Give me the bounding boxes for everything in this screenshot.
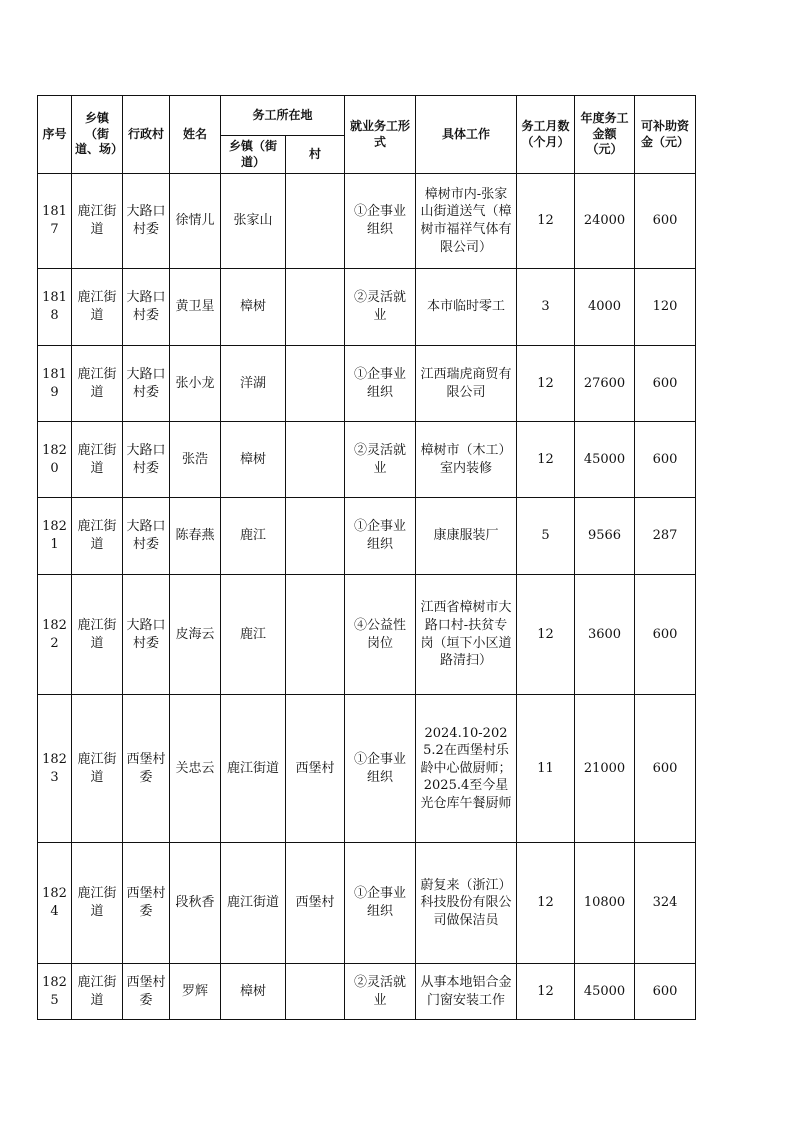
cell-name: 罗辉	[170, 964, 221, 1020]
cell-income: 45000	[575, 964, 635, 1020]
cell-seq: 1824	[38, 843, 72, 964]
cell-work-village: 西堡村	[286, 695, 345, 843]
cell-town: 鹿江街道	[72, 269, 123, 346]
cell-town: 鹿江街道	[72, 174, 123, 269]
cell-job: 从事本地铝合金门窗安装工作	[416, 964, 517, 1020]
cell-form: ④公益性岗位	[345, 575, 416, 695]
cell-work-village	[286, 269, 345, 346]
cell-work-town: 樟树	[221, 422, 286, 498]
header-town: 乡镇（街道、场）	[72, 96, 123, 174]
cell-village: 西堡村委	[123, 695, 170, 843]
table-row	[38, 695, 696, 843]
cell-form: ①企事业组织	[345, 346, 416, 422]
cell-work-town: 鹿江街道	[221, 843, 286, 964]
cell-form: ②灵活就业	[345, 422, 416, 498]
cell-job: 江西省樟树市大路口村-扶贫专岗（垣下小区道路清扫）	[416, 575, 517, 695]
cell-seq: 1825	[38, 964, 72, 1020]
cell-name: 张小龙	[170, 346, 221, 422]
cell-months: 12	[517, 575, 575, 695]
table-row	[38, 346, 696, 422]
cell-months: 12	[517, 843, 575, 964]
cell-work-village	[286, 575, 345, 695]
cell-village: 西堡村委	[123, 964, 170, 1020]
cell-job: 康康服装厂	[416, 498, 517, 575]
cell-income: 10800	[575, 843, 635, 964]
header-seq: 序号	[38, 96, 72, 174]
cell-seq: 1822	[38, 575, 72, 695]
cell-subsidy: 287	[635, 498, 696, 575]
cell-income: 24000	[575, 174, 635, 269]
cell-town: 鹿江街道	[72, 575, 123, 695]
cell-name: 关忠云	[170, 695, 221, 843]
cell-village: 大路口村委	[123, 575, 170, 695]
cell-work-town: 鹿江	[221, 575, 286, 695]
header-village-admin: 行政村	[123, 96, 170, 174]
cell-months: 5	[517, 498, 575, 575]
cell-town: 鹿江街道	[72, 695, 123, 843]
cell-seq: 1817	[38, 174, 72, 269]
header-work-village: 村	[286, 136, 345, 174]
cell-name: 陈春燕	[170, 498, 221, 575]
table-row	[38, 575, 696, 695]
cell-work-village	[286, 498, 345, 575]
cell-work-town: 樟树	[221, 964, 286, 1020]
cell-work-village	[286, 174, 345, 269]
cell-months: 3	[517, 269, 575, 346]
cell-seq: 1820	[38, 422, 72, 498]
table-row	[38, 174, 696, 269]
cell-work-village	[286, 346, 345, 422]
header-name: 姓名	[170, 96, 221, 174]
cell-subsidy: 600	[635, 422, 696, 498]
cell-work-town: 洋湖	[221, 346, 286, 422]
cell-income: 27600	[575, 346, 635, 422]
cell-income: 21000	[575, 695, 635, 843]
cell-village: 大路口村委	[123, 422, 170, 498]
header-job: 具体工作	[416, 96, 517, 174]
cell-work-town: 鹿江街道	[221, 695, 286, 843]
table-row	[38, 843, 696, 964]
cell-income: 4000	[575, 269, 635, 346]
cell-subsidy: 600	[635, 695, 696, 843]
table-row	[38, 964, 696, 1020]
cell-work-town: 鹿江	[221, 498, 286, 575]
cell-seq: 1819	[38, 346, 72, 422]
cell-subsidy: 120	[635, 269, 696, 346]
cell-income: 45000	[575, 422, 635, 498]
header-subsidy: 可补助资金（元）	[635, 96, 696, 174]
cell-job: 本市临时零工	[416, 269, 517, 346]
cell-form: ②灵活就业	[345, 964, 416, 1020]
cell-town: 鹿江街道	[72, 422, 123, 498]
cell-name: 张浩	[170, 422, 221, 498]
cell-months: 12	[517, 422, 575, 498]
cell-form: ①企事业组织	[345, 695, 416, 843]
cell-subsidy: 600	[635, 174, 696, 269]
cell-name: 徐情儿	[170, 174, 221, 269]
cell-subsidy: 600	[635, 346, 696, 422]
cell-form: ①企事业组织	[345, 843, 416, 964]
cell-village: 西堡村委	[123, 843, 170, 964]
cell-seq: 1818	[38, 269, 72, 346]
employment-subsidy-table	[37, 95, 696, 1020]
cell-income: 9566	[575, 498, 635, 575]
table-row	[38, 269, 696, 346]
header-work-town: 乡镇（街道）	[221, 136, 286, 174]
table-row	[38, 422, 696, 498]
cell-work-town: 樟树	[221, 269, 286, 346]
cell-village: 大路口村委	[123, 346, 170, 422]
cell-subsidy: 600	[635, 575, 696, 695]
cell-job: 樟树市内-张家山街道送气（樟树市福祥气体有限公司）	[416, 174, 517, 269]
cell-town: 鹿江街道	[72, 964, 123, 1020]
cell-name: 段秋香	[170, 843, 221, 964]
cell-work-town: 张家山	[221, 174, 286, 269]
cell-months: 12	[517, 346, 575, 422]
cell-form: ①企事业组织	[345, 498, 416, 575]
cell-village: 大路口村委	[123, 174, 170, 269]
cell-months: 12	[517, 964, 575, 1020]
cell-work-village	[286, 964, 345, 1020]
cell-town: 鹿江街道	[72, 843, 123, 964]
cell-name: 黄卫星	[170, 269, 221, 346]
cell-job: 2024.10-2025.2在西堡村乐龄中心做厨师；2025.4至今星光仓库午餐厨师	[416, 695, 517, 843]
cell-subsidy: 324	[635, 843, 696, 964]
cell-work-village: 西堡村	[286, 843, 345, 964]
cell-subsidy: 600	[635, 964, 696, 1020]
header-employment-form: 就业务工形式	[345, 96, 416, 174]
cell-seq: 1821	[38, 498, 72, 575]
header-annual-income: 年度务工金额（元）	[575, 96, 635, 174]
cell-village: 大路口村委	[123, 498, 170, 575]
cell-job: 江西瑞虎商贸有限公司	[416, 346, 517, 422]
cell-town: 鹿江街道	[72, 498, 123, 575]
cell-form: ①企事业组织	[345, 174, 416, 269]
cell-form: ②灵活就业	[345, 269, 416, 346]
cell-work-village	[286, 422, 345, 498]
cell-income: 3600	[575, 575, 635, 695]
header-months: 务工月数（个月）	[517, 96, 575, 174]
cell-name: 皮海云	[170, 575, 221, 695]
cell-months: 11	[517, 695, 575, 843]
cell-village: 大路口村委	[123, 269, 170, 346]
cell-seq: 1823	[38, 695, 72, 843]
cell-job: 樟树市（木工）室内装修	[416, 422, 517, 498]
header-work-location: 务工所在地	[221, 96, 345, 136]
table-row	[38, 498, 696, 575]
cell-town: 鹿江街道	[72, 346, 123, 422]
cell-job: 蔚复来（浙江）科技股份有限公司做保洁员	[416, 843, 517, 964]
cell-months: 12	[517, 174, 575, 269]
